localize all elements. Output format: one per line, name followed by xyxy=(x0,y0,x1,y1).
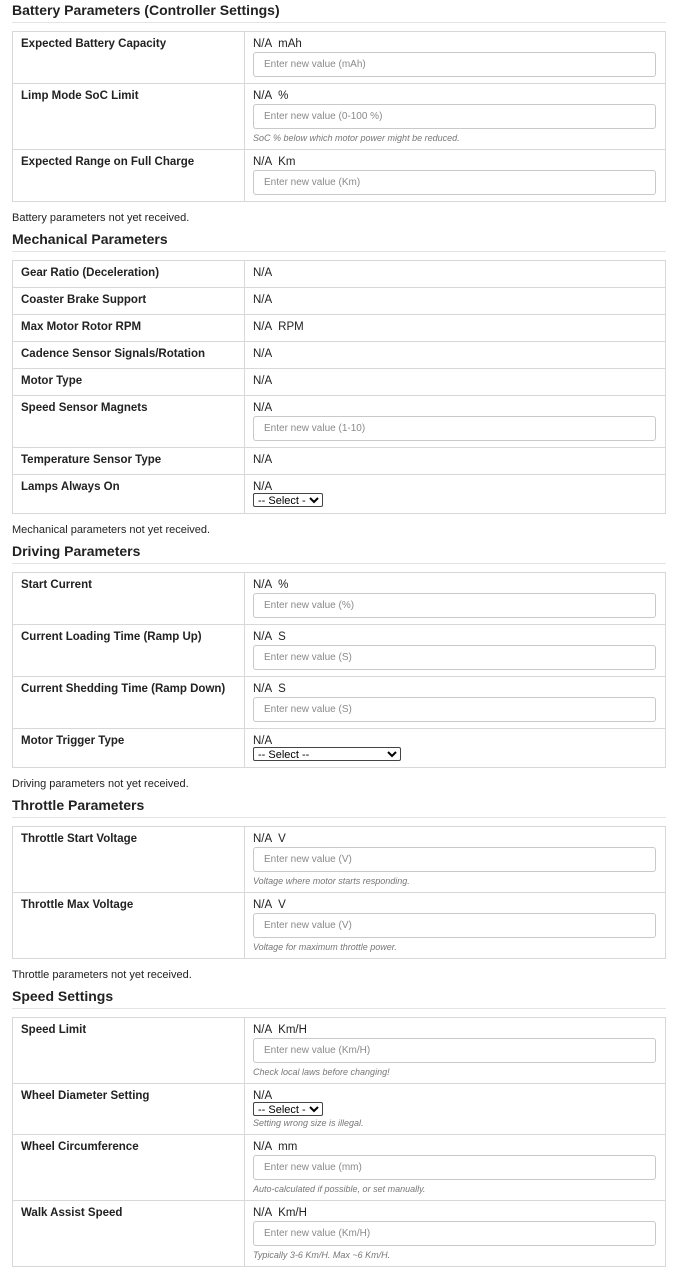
param-unit: Km/H xyxy=(278,1024,307,1036)
param-value: N/A xyxy=(253,899,273,911)
mechanical-status-text: Mechanical parameters not yet received. xyxy=(12,524,211,536)
motor-trigger-type-select[interactable] xyxy=(253,747,401,761)
ramp-down-input[interactable] xyxy=(253,697,656,722)
param-row-lamps-always-on xyxy=(13,475,666,514)
param-unit: mm xyxy=(278,1141,298,1153)
param-unit: Km xyxy=(278,156,296,168)
param-row-wheel-diameter xyxy=(13,1084,666,1135)
battery-params-table xyxy=(12,31,666,202)
param-row-throttle-start-voltage xyxy=(13,827,666,893)
param-row-motor-type xyxy=(13,369,666,396)
param-hint: Voltage for maximum throttle power. xyxy=(253,942,397,952)
wheel-diameter-select[interactable] xyxy=(253,1102,323,1116)
param-label: Speed Sensor Magnets xyxy=(13,396,245,448)
throttle-params-table xyxy=(12,826,666,959)
param-row-wheel-circumference xyxy=(13,1135,666,1201)
speed-section-title: Speed Settings xyxy=(12,986,666,1009)
battery-status-text: Battery parameters not yet received. xyxy=(12,212,190,224)
param-label: Throttle Start Voltage xyxy=(13,827,245,893)
param-unit: % xyxy=(278,90,289,102)
param-label: Current Shedding Time (Ramp Down) xyxy=(13,677,245,729)
param-row-throttle-max-voltage xyxy=(13,893,666,959)
param-value: N/A xyxy=(253,90,273,102)
param-label: Wheel Circumference xyxy=(13,1135,245,1201)
param-label: Motor Type xyxy=(13,369,245,396)
param-value: N/A xyxy=(253,454,273,466)
param-value: N/A xyxy=(253,156,273,168)
param-value: N/A xyxy=(253,38,273,50)
param-label: Walk Assist Speed xyxy=(13,1201,245,1267)
speed-sensor-magnets-input[interactable] xyxy=(253,416,656,441)
driving-section-title: Driving Parameters xyxy=(12,541,666,564)
param-row-limp-mode-soc-limit xyxy=(13,84,666,150)
speed-params-table xyxy=(12,1017,666,1267)
param-row-ramp-down xyxy=(13,677,666,729)
ramp-up-input[interactable] xyxy=(253,645,656,670)
param-hint: Voltage where motor starts responding. xyxy=(253,876,410,886)
lamps-always-on-select[interactable] xyxy=(253,493,323,507)
param-value: N/A xyxy=(253,1207,273,1219)
param-label: Gear Ratio (Deceleration) xyxy=(13,261,245,288)
throttle-section-title: Throttle Parameters xyxy=(12,795,666,818)
param-value: N/A xyxy=(253,631,273,643)
param-label: Speed Limit xyxy=(13,1018,245,1084)
param-unit: % xyxy=(278,579,289,591)
param-value: N/A xyxy=(253,321,273,333)
battery-capacity-input[interactable] xyxy=(253,52,656,77)
param-value: N/A xyxy=(253,833,273,845)
param-hint: Typically 3-6 Km/H. Max ~6 Km/H. xyxy=(253,1250,391,1260)
param-label: Cadence Sensor Signals/Rotation xyxy=(13,342,245,369)
param-unit: RPM xyxy=(278,321,304,333)
param-label: Wheel Diameter Setting xyxy=(13,1084,245,1135)
mechanical-section-title: Mechanical Parameters xyxy=(12,229,666,252)
param-row-cadence-sensor xyxy=(13,342,666,369)
param-row-coaster-brake xyxy=(13,288,666,315)
param-value: N/A xyxy=(253,402,273,414)
driving-status-text: Driving parameters not yet received. xyxy=(12,778,189,790)
param-label: Lamps Always On xyxy=(13,475,245,514)
start-current-input[interactable] xyxy=(253,593,656,618)
param-value: N/A xyxy=(253,1090,273,1102)
param-row-expected-battery-capacity xyxy=(13,32,666,84)
param-row-walk-assist-speed xyxy=(13,1201,666,1267)
param-hint: Check local laws before changing! xyxy=(253,1067,390,1077)
throttle-max-voltage-input[interactable] xyxy=(253,913,656,938)
param-label: Current Loading Time (Ramp Up) xyxy=(13,625,245,677)
param-value: N/A xyxy=(253,735,273,747)
param-label: Motor Trigger Type xyxy=(13,729,245,768)
param-row-speed-sensor-magnets xyxy=(13,396,666,448)
throttle-start-voltage-input[interactable] xyxy=(253,847,656,872)
param-row-gear-ratio xyxy=(13,261,666,288)
limp-mode-soc-input[interactable] xyxy=(253,104,656,129)
param-row-motor-trigger-type xyxy=(13,729,666,768)
speed-limit-input[interactable] xyxy=(253,1038,656,1063)
param-value: N/A xyxy=(253,683,273,695)
param-value: N/A xyxy=(253,375,273,387)
walk-assist-speed-input[interactable] xyxy=(253,1221,656,1246)
param-label: Start Current xyxy=(13,573,245,625)
param-value: N/A xyxy=(253,481,273,493)
param-row-speed-limit xyxy=(13,1018,666,1084)
mechanical-params-table xyxy=(12,260,666,514)
param-hint: Setting wrong size is illegal. xyxy=(253,1118,364,1128)
param-unit: mAh xyxy=(278,38,302,50)
param-value: N/A xyxy=(253,1141,273,1153)
param-row-max-motor-rpm xyxy=(13,315,666,342)
param-label: Temperature Sensor Type xyxy=(13,448,245,475)
param-label: Throttle Max Voltage xyxy=(13,893,245,959)
param-hint: Auto-calculated if possible, or set manually. xyxy=(253,1184,426,1194)
param-label: Expected Battery Capacity xyxy=(13,32,245,84)
driving-params-table xyxy=(12,572,666,768)
param-label: Expected Range on Full Charge xyxy=(13,150,245,202)
param-unit: Km/H xyxy=(278,1207,307,1219)
param-value: N/A xyxy=(253,579,273,591)
param-unit: V xyxy=(278,833,286,845)
battery-section-title: Battery Parameters (Controller Settings) xyxy=(12,0,666,23)
param-label: Coaster Brake Support xyxy=(13,288,245,315)
param-row-expected-range xyxy=(13,150,666,202)
param-hint: SoC % below which motor power might be reduced. xyxy=(253,133,460,143)
param-value: N/A xyxy=(253,348,273,360)
param-row-temperature-sensor xyxy=(13,448,666,475)
wheel-circumference-input[interactable] xyxy=(253,1155,656,1180)
param-row-start-current xyxy=(13,573,666,625)
param-value: N/A xyxy=(253,267,273,279)
param-label: Limp Mode SoC Limit xyxy=(13,84,245,150)
expected-range-input[interactable] xyxy=(253,170,656,195)
param-unit: S xyxy=(278,631,286,643)
param-label: Max Motor Rotor RPM xyxy=(13,315,245,342)
param-unit: S xyxy=(278,683,286,695)
param-unit: V xyxy=(278,899,286,911)
param-value: N/A xyxy=(253,1024,273,1036)
param-row-ramp-up xyxy=(13,625,666,677)
param-value: N/A xyxy=(253,294,273,306)
throttle-status-text: Throttle parameters not yet received. xyxy=(12,969,192,981)
